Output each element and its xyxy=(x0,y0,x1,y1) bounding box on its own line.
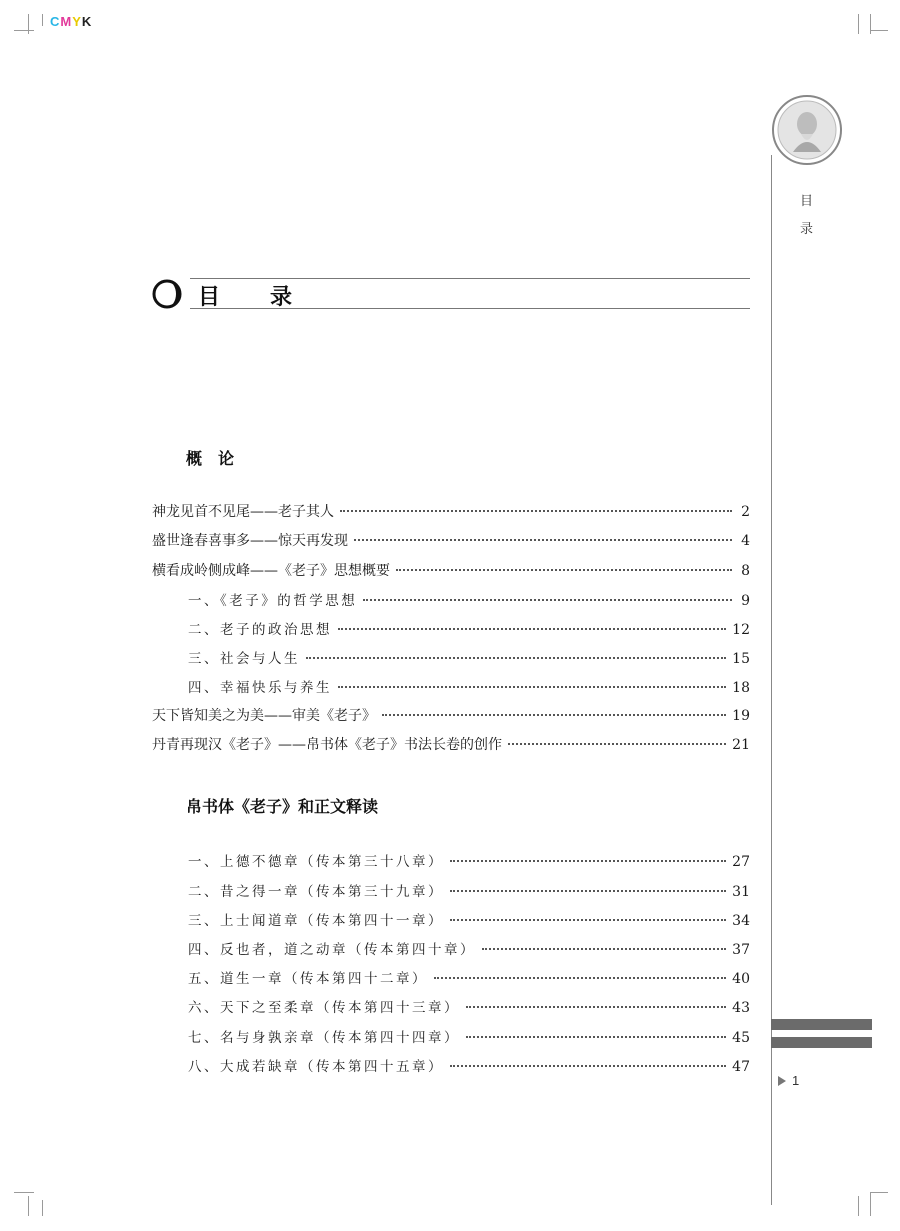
toc-entry[interactable]: 丹青再现汉《老子》——帛书体《老子》书法长卷的创作 21 xyxy=(152,737,750,753)
toc-subentry[interactable]: 四、幸福快乐与养生 18 xyxy=(188,680,750,696)
dot-leader xyxy=(482,948,726,950)
toc-subentry[interactable]: 一、《老子》的哲学思想 9 xyxy=(188,593,750,609)
toc-subentry[interactable]: 二、昔之得一章（传本第三十九章） 31 xyxy=(188,884,750,900)
margin-bar-2 xyxy=(771,1037,872,1048)
dot-leader xyxy=(306,657,726,659)
side-label-char-2: 录 xyxy=(800,222,814,237)
dot-leader xyxy=(450,1065,726,1067)
dot-leader xyxy=(450,860,726,862)
toc-subentry[interactable]: 一、上德不德章（传本第三十八章） 27 xyxy=(188,854,750,870)
toc-subentry[interactable]: 八、大成若缺章（传本第四十五章） 47 xyxy=(188,1059,750,1075)
section-title-overview: 概 论 xyxy=(186,449,235,468)
side-label-char-1: 目 xyxy=(800,194,814,209)
dot-leader xyxy=(434,977,726,979)
toc-entry[interactable]: 神龙见首不见尾——老子其人 2 xyxy=(152,504,750,520)
toc-subentry[interactable]: 三、上士闻道章（传本第四十一章） 34 xyxy=(188,913,750,929)
page-number: 1 xyxy=(778,1073,799,1088)
toc-heading xyxy=(152,278,750,310)
page-title: 目录 xyxy=(198,284,343,310)
toc-entry[interactable]: 盛世逢春喜事多——惊天再发现 4 xyxy=(152,533,750,549)
dot-leader xyxy=(466,1006,726,1008)
cmyk-registration-label: CMYK xyxy=(50,14,93,29)
dot-leader xyxy=(354,539,732,541)
dot-leader xyxy=(450,890,726,892)
page-arrow-icon xyxy=(778,1076,786,1086)
dot-leader xyxy=(338,686,726,688)
dot-leader xyxy=(396,569,732,571)
section-title-silk-text: 帛书体《老子》和正文释读 xyxy=(186,797,379,816)
heading-circle-icon xyxy=(152,279,182,309)
dot-leader xyxy=(363,599,732,601)
portrait-medallion xyxy=(771,94,843,166)
dot-leader xyxy=(340,510,732,512)
dot-leader xyxy=(338,628,726,630)
toc-entry[interactable]: 天下皆知美之为美——审美《老子》 19 xyxy=(152,708,750,724)
toc-subentry[interactable]: 五、道生一章（传本第四十二章） 40 xyxy=(188,971,750,987)
dot-leader xyxy=(466,1036,726,1038)
toc-subentry[interactable]: 七、名与身孰亲章（传本第四十四章） 45 xyxy=(188,1030,750,1046)
dot-leader xyxy=(382,714,726,716)
toc-subentry[interactable]: 四、反也者，道之动章（传本第四十章） 37 xyxy=(188,942,750,958)
dot-leader xyxy=(508,743,726,745)
margin-bar-1 xyxy=(771,1019,872,1030)
toc-subentry[interactable]: 六、天下之至柔章（传本第四十三章） 43 xyxy=(188,1000,750,1016)
toc-subentry[interactable]: 二、老子的政治思想 12 xyxy=(188,622,750,638)
toc-entry[interactable]: 横看成岭侧成峰——《老子》思想概要 8 xyxy=(152,563,750,579)
heading-rule-top xyxy=(190,278,750,279)
toc-subentry[interactable]: 三、社会与人生 15 xyxy=(188,651,750,667)
dot-leader xyxy=(450,919,726,921)
